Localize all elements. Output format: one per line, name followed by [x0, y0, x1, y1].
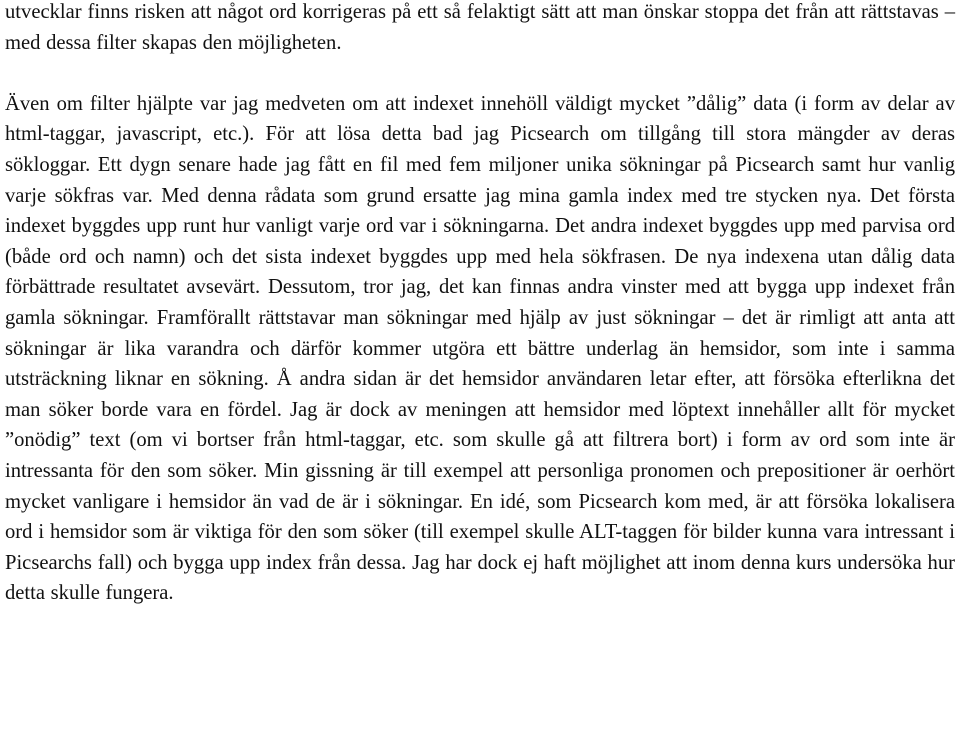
paragraph-continued: utvecklar finns risken att något ord korrigeras på ett så felaktigt sätt att man önskar stoppa det från att rättstavas – med dessa filter skapas den möjligheten. — [5, 1, 955, 54]
paragraph-filter-indexes: Även om filter hjälpte var jag medveten om att indexet innehöll väldigt mycket ”dålig” data (i form av delar av html-taggar, javascript, etc.). För att lösa detta bad jag Picsearch om tillgång till stora mängder av deras sökloggar. Ett dygn senare hade jag fått en fil med fem miljoner unika sökningar på Picsearch samt hur vanlig varje sökfras var. Med denna rådata som grund ersatte jag mina gamla index med tre stycken nya. Det första indexet byggdes upp runt hur vanligt varje ord var i sökningarna. Det andra indexet byggdes upp med parvisa ord (både ord och namn) och det sista indexet byggdes upp med hela sökfrasen. De nya indexena utan dålig data förbättrade resultatet avsevärt. Dessutom, tror jag, det kan finnas andra vinster med att bygga upp indexet från gamla sökningar. Framförallt rättstavar man sökningar med hjälp av just sökningar – det är rimligt att anta att sökningar är lika varandra och därför kommer utgöra ett bättre underlag än hemsidor, som inte i samma utsträckning liknar en sökning. Å andra sidan är det hemsidor användaren letar efter, att försöka efterlikna det man söker borde vara en fördel. Jag är dock av meningen att hemsidor med löptext innehåller allt för mycket ”onödig” text (om vi bortser från html-taggar, etc. som skulle gå att filtrera bort) i form av ord som inte är intressanta för den som söker. Min gissning är till exempel att personliga pronomen och prepositioner är oerhört mycket vanligare i hemsidor än vad de är i sökningar. En idé, som Picsearch kom med, är att försöka lokalisera ord i hemsidor som är viktiga för den som söker (till exempel skulle ALT-taggen för bilder kunna vara intressant i Picsearchs fall) och bygga upp index från dessa. Jag har dock ej haft möjlighet att inom denna kurs undersöka hur detta skulle fungera. — [5, 92, 955, 605]
